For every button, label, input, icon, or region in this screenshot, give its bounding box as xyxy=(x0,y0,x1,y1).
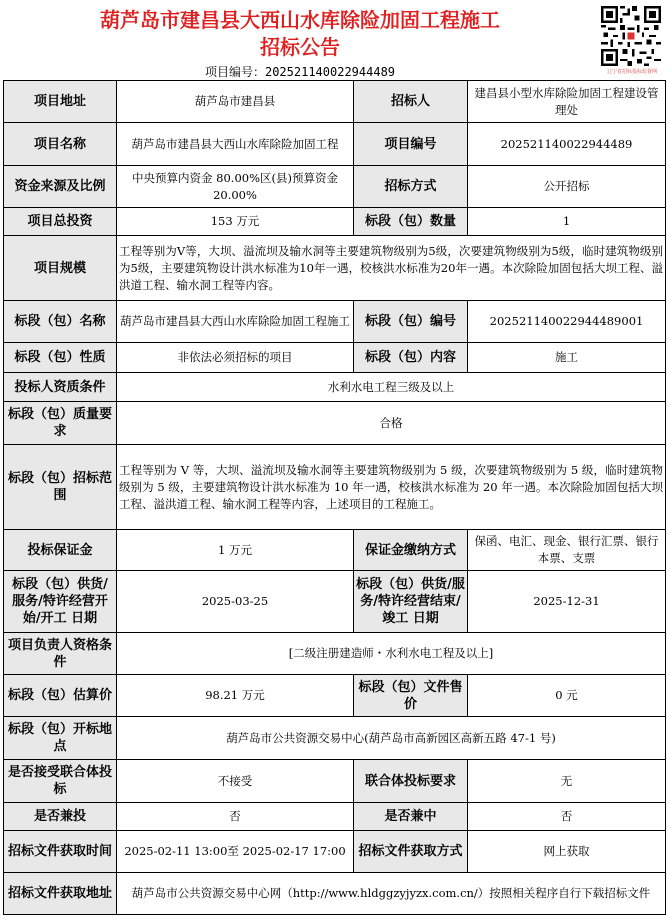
bidder-qualification-value: 水利水电工程三级及以上 xyxy=(117,373,666,402)
project-number-line xyxy=(0,63,600,80)
multi-bid-label: 是否兼投 xyxy=(4,803,117,831)
section-nature-value: 非依法必须招标的项目 xyxy=(117,343,354,373)
project-name-value: 葫芦岛市建昌县大西山水库除险加固工程 xyxy=(117,123,354,166)
table-row xyxy=(4,571,666,633)
tender-method-label: 招标方式 xyxy=(354,166,468,208)
table-row xyxy=(4,343,666,373)
start-date-label: 标段（包）供货/服务/特许经营开始/开工 日期 xyxy=(4,571,117,633)
end-date-value: 2025-12-31 xyxy=(468,571,666,633)
table-row xyxy=(4,633,666,675)
fund-source-value: 中央预算内资金 80.00%区(县)预算资金 20.00% xyxy=(117,166,354,208)
page-subtitle: 招标公告 xyxy=(260,35,340,59)
table-row xyxy=(4,123,666,166)
doc-price-value: 0 元 xyxy=(468,675,666,717)
section-name-value: 葫芦岛市建昌县大西山水库除险加固工程施工 xyxy=(117,301,354,343)
consortium-req-value: 无 xyxy=(468,760,666,803)
tenderer-value: 建昌县小型水库除险加固工程建设管理处 xyxy=(468,81,666,123)
table-row xyxy=(4,717,666,760)
table-row xyxy=(4,208,666,236)
pm-qualification-label: 项目负责人资格条件 xyxy=(4,633,117,675)
section-no-label: 标段（包）编号 xyxy=(354,301,468,343)
multi-bid-value: 否 xyxy=(117,803,354,831)
doc-get-time-label: 招标文件获取时间 xyxy=(4,831,117,873)
bid-opening-place-value: 葫芦岛市公共资源交易中心(葫芦岛市高新园区高新五路 47-1 号) xyxy=(117,717,666,760)
table-row xyxy=(4,675,666,717)
section-content-label: 标段（包）内容 xyxy=(354,343,468,373)
multi-win-value: 否 xyxy=(468,803,666,831)
pm-qualification-value: [二级注册建造师・水利水电工程及以上] xyxy=(117,633,666,675)
total-investment-label: 项目总投资 xyxy=(4,208,117,236)
table-row xyxy=(4,236,666,301)
qr-caption: 辽宁省招标投标监督网 xyxy=(606,69,657,75)
project-no-label: 项目编号 xyxy=(354,123,468,166)
project-scale-label: 项目规模 xyxy=(4,236,117,301)
table-row xyxy=(4,760,666,803)
bond-payment-label: 保证金缴纳方式 xyxy=(354,530,468,571)
section-quality-label: 标段（包）质量要求 xyxy=(4,402,117,445)
doc-price-label: 标段（包）文件售价 xyxy=(354,675,468,717)
notice-table xyxy=(3,80,666,915)
section-content-value: 施工 xyxy=(468,343,666,373)
consortium-label: 是否接受联合体投标 xyxy=(4,760,117,803)
table-row xyxy=(4,831,666,873)
project-address-value: 葫芦岛市建昌县 xyxy=(117,81,354,123)
consortium-req-label: 联合体投标要求 xyxy=(354,760,468,803)
table-row xyxy=(4,530,666,571)
end-date-label: 标段（包）供货/服务/特许经营结束/竣工 日期 xyxy=(354,571,468,633)
page-title: 葫芦岛市建昌县大西山水库除险加固工程施工 xyxy=(100,8,500,32)
bid-opening-place-label: 标段（包）开标地点 xyxy=(4,717,117,760)
start-date-value: 2025-03-25 xyxy=(117,571,354,633)
project-name-label: 项目名称 xyxy=(4,123,117,166)
bidder-qualification-label: 投标人资质条件 xyxy=(4,373,117,402)
table-row xyxy=(4,301,666,343)
doc-get-place-label: 招标文件获取地址 xyxy=(4,873,117,915)
doc-get-method-label: 招标文件获取方式 xyxy=(354,831,468,873)
project-number: 202521140022944489 xyxy=(264,65,396,79)
total-investment-value: 153 万元 xyxy=(117,208,354,236)
consortium-value: 不接受 xyxy=(117,760,354,803)
section-count-value: 1 xyxy=(468,208,666,236)
table-row xyxy=(4,402,666,445)
table-row xyxy=(4,166,666,208)
tenderer-label: 招标人 xyxy=(354,81,468,123)
table-row xyxy=(4,373,666,402)
estimate-label: 标段（包）估算价 xyxy=(4,675,117,717)
tender-scope-label: 标段（包）招标范围 xyxy=(4,445,117,530)
doc-get-method-value: 网上获取 xyxy=(468,831,666,873)
table-row xyxy=(4,873,666,915)
section-nature-label: 标段（包）性质 xyxy=(4,343,117,373)
project-no-value: 202521140022944489 xyxy=(468,123,666,166)
bid-bond-label: 投标保证金 xyxy=(4,530,117,571)
doc-get-place-value: 葫芦岛市公共资源交易中心网（http://www.hldggzyjyzx.com.cn/）按照相关程序自行下载招标文件 xyxy=(117,873,666,915)
table-row xyxy=(4,445,666,530)
tender-method-value: 公开招标 xyxy=(468,166,666,208)
section-no-value: 202521140022944489001 xyxy=(468,301,666,343)
project-number-label: 项目编号： xyxy=(204,65,265,79)
fund-source-label: 资金来源及比例 xyxy=(4,166,117,208)
multi-win-label: 是否兼中 xyxy=(354,803,468,831)
doc-get-time-value: 2025-02-11 13:00至 2025-02-17 17:00 xyxy=(117,831,354,873)
bid-bond-value: 1 万元 xyxy=(117,530,354,571)
tender-scope-value: 工程等别为 V 等，大坝、溢流坝及输水洞等主要建筑物级别为 5 级，次要建筑物级别为 5 级，临时建筑物级别为 5 级，主要建筑物设计洪水标准为 10 年一遇，校核洪水标准为 20 年一遇。本次除险加固包括大坝工程、溢洪道工程、输水洞工程等内容，上述项目的工程施工。 xyxy=(117,445,666,530)
table-row xyxy=(4,803,666,831)
section-name-label: 标段（包）名称 xyxy=(4,301,117,343)
section-count-label: 标段（包）数量 xyxy=(354,208,468,236)
qr-code-icon xyxy=(601,6,661,66)
bond-payment-value: 保函、电汇、现金、银行汇票、银行本票、支票 xyxy=(468,530,666,571)
project-address-label: 项目地址 xyxy=(4,81,117,123)
table-row xyxy=(4,81,666,123)
project-scale-value: 工程等别为Ⅴ等，大坝、溢流坝及输水洞等主要建筑物级别为5级，次要建筑物级别为5级，临时建筑物级别为5级，主要建筑物设计洪水标准为10年一遇，校核洪水标准为20年一遇。本次除险加固包括大坝工程、溢洪道工程、输水洞工程等内容。 xyxy=(117,236,666,301)
section-quality-value: 合格 xyxy=(117,402,666,445)
estimate-value: 98.21 万元 xyxy=(117,675,354,717)
